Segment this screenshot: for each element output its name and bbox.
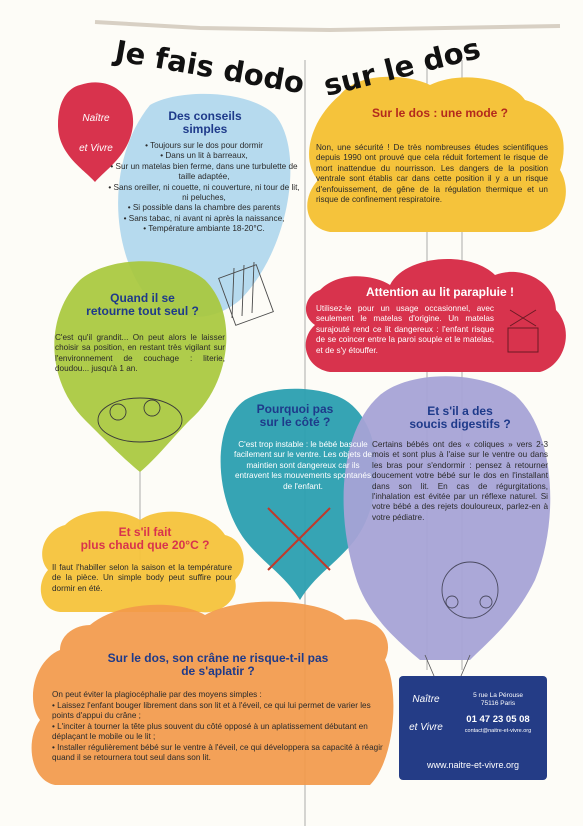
digestifs-title bbox=[400, 405, 520, 431]
contact-name-line2: et Vivre bbox=[409, 722, 443, 733]
chaud-title bbox=[65, 526, 225, 552]
contact-address-line2: 75116 Paris bbox=[480, 700, 516, 707]
logo-top-line1: Naître bbox=[82, 113, 110, 124]
title-part-2: sur le dos bbox=[320, 31, 484, 103]
retourne-text: C'est qu'il grandit... On peut alors le laisser choisir sa position, en restant très vigilant sur l'environnement de couchage : literie, doudou... jusqu'à 1 an. bbox=[55, 333, 225, 374]
conseils-item: • Sur un matelas bien ferme, dans une turbulette de taille adaptée, bbox=[108, 162, 300, 183]
retourne-title-line1: Quand il se bbox=[110, 291, 175, 305]
parapluie-title: Attention au lit parapluie ! bbox=[365, 285, 514, 299]
crane-intro: On peut éviter la plagiocéphalie par des moyens simples : bbox=[52, 690, 262, 699]
logo-top-line2: et Vivre bbox=[79, 143, 113, 154]
contact-card bbox=[399, 676, 547, 780]
chaud-text: Il faut l'habiller selon la saison et la température de la pièce. Un simple body peut suffire pour dormir en été. bbox=[52, 563, 232, 593]
page-title bbox=[110, 28, 484, 108]
crane-title bbox=[58, 652, 378, 678]
chaud-title-line1: Et s'il fait bbox=[118, 525, 172, 539]
contact-address bbox=[453, 692, 543, 708]
conseils-title-line1: Des conseils bbox=[168, 109, 242, 123]
cote-text: C'est trop instable : le bébé bascule facilement sur le ventre. Les objets de maintien sont dangereux car ils entravent les mouvements spontanés de l'enfant. bbox=[234, 440, 372, 491]
contact-website[interactable]: www.naitre-et-vivre.org bbox=[426, 760, 520, 770]
parapluie-text: Utilisez-le pour un usage occasionnel, avec seulement le matelas d'origine. Un matelas surajouté rend ce lit dangereux : l'enfant risque de se coincer entre la paroi souple et le matelas, et de s'y étouffer. bbox=[316, 304, 494, 355]
conseils-item: • Si possible dans la chambre des parents bbox=[108, 203, 300, 213]
conseils-title-line2: simples bbox=[182, 122, 228, 136]
conseils-item: • Température ambiante 18-20°C. bbox=[108, 224, 300, 234]
crane-item: • Installer régulièrement bébé sur le ventre à l'éveil, ce qui développera sa capacité à réagir quand il se retournera tout seul dans son lit. bbox=[52, 743, 384, 764]
conseils-item: • Sans tabac, ni avant ni après la naissance, bbox=[108, 214, 300, 224]
contact-email[interactable]: contact@naitre-et-vivre.org bbox=[464, 728, 532, 734]
conseils-list bbox=[108, 141, 300, 235]
crane-item: • L'inciter à tourner la tête plus souvent du côté opposé à un aplatissement débutant en déplaçant le mobile ou le lit ; bbox=[52, 722, 384, 743]
contact-logo-name bbox=[403, 694, 449, 734]
digestifs-text: Certains bébés ont des « coliques » vers 2-3 mois et sont plus à l'aise sur le ventre ou dans les bras pour s'endormir : pensez à retourner doucement votre bébé sur le dos en l'installant dans son lit. En cas de régurgitations, l'inhalation est évitée par un réflexe naturel. Si votre bébé a des rejets douloureux, parlez-en à votre pédiatre. bbox=[372, 440, 548, 522]
cote-title bbox=[245, 403, 345, 429]
contact-address-line1: 5 rue La Pérouse bbox=[473, 692, 523, 699]
retourne-title bbox=[70, 292, 215, 318]
cote-title-line2: sur le côté ? bbox=[259, 415, 331, 429]
conseils-title bbox=[150, 110, 260, 136]
digestifs-title-line1: Et s'il a des bbox=[427, 404, 493, 418]
conseils-item: • Sans oreiller, ni couette, ni couverture, ni tour de lit, ni peluches, bbox=[108, 183, 300, 204]
cote-title-line1: Pourquoi pas bbox=[256, 402, 334, 416]
crane-list bbox=[52, 701, 384, 763]
crane-title-line2: de s'aplatir ? bbox=[181, 664, 255, 678]
conseils-item: • Toujours sur le dos pour dormir bbox=[108, 141, 300, 151]
crane-item: • Laissez l'enfant bouger librement dans son lit et à l'éveil, ce qui lui permet de varier les points d'appui du crâne ; bbox=[52, 701, 384, 722]
chaud-title-line2: plus chaud que 20°C ? bbox=[80, 538, 210, 552]
conseils-item: • Dans un lit à barreaux, bbox=[108, 151, 300, 161]
digestifs-title-line2: soucis digestifs ? bbox=[409, 417, 511, 431]
retourne-title-line2: retourne tout seul ? bbox=[86, 304, 199, 318]
contact-phone: 01 47 23 05 08 bbox=[466, 714, 530, 725]
title-part-1: Je fais dodo bbox=[112, 33, 307, 101]
mode-title: Sur le dos : une mode ? bbox=[371, 106, 508, 120]
contact-name-line1: Naître bbox=[412, 694, 440, 705]
mode-text: Non, une sécurité ! De très nombreuses études scientifiques depuis 1990 ont prouvé que cela réduit fortement le risque de mort inattendue du nourrisson. Les dangers de la position ventrale sont établis car dans cette position il y a un risque d'enfouissement, de gêne de la régulation thermique et un risque de confinement respiratoire. bbox=[316, 143, 548, 205]
crane-title-line1: Sur le dos, son crâne ne risque-t-il pas bbox=[107, 651, 329, 665]
